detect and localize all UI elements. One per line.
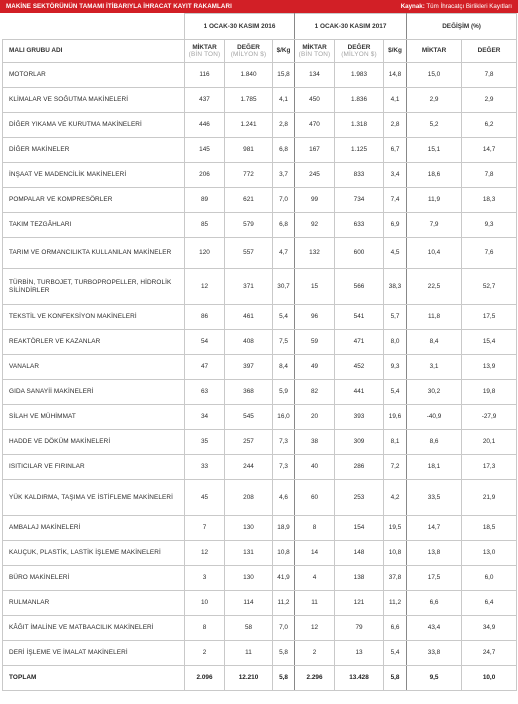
cell-change-miktar: 33,8 xyxy=(407,641,462,666)
cell-change-miktar: 3,1 xyxy=(407,355,462,380)
cell-skg-2017: 37,8 xyxy=(384,566,407,591)
deger-label: DEĞER xyxy=(237,43,260,51)
row-name: TARIM VE ORMANCILIKTA KULLANILAN MAKİNELER xyxy=(3,238,185,269)
cell-skg-2017: 10,8 xyxy=(384,541,407,566)
cell-miktar-2017: 12 xyxy=(295,616,335,641)
cell-miktar-2017: 134 xyxy=(295,63,335,88)
table-row xyxy=(3,516,517,541)
row-name: KÂĞIT İMALİNE VE MATBAACILIK MAKİNELERİ xyxy=(3,616,185,641)
cell-deger-2017: 286 xyxy=(335,455,384,480)
cell-deger-2017: 734 xyxy=(335,188,384,213)
cell-deger-2016: 257 xyxy=(225,430,273,455)
header-blank xyxy=(3,14,185,40)
cell-miktar-2016: 10 xyxy=(185,591,225,616)
table-row xyxy=(3,455,517,480)
cell-miktar-2016: 7 xyxy=(185,516,225,541)
table-body xyxy=(3,63,517,691)
cell-skg-2017: 19,6 xyxy=(384,405,407,430)
cell-skg-2016: 7,0 xyxy=(273,616,295,641)
row-name: DERİ İŞLEME VE İMALAT MAKİNELERİ xyxy=(3,641,185,666)
cell-change-miktar: 14,7 xyxy=(407,516,462,541)
cell-change-miktar: 7,9 xyxy=(407,213,462,238)
cell-deger-2017: 566 xyxy=(335,269,384,305)
cell-deger-2016: 981 xyxy=(225,138,273,163)
cell-miktar-2016: 8 xyxy=(185,616,225,641)
cell-deger-2017: 633 xyxy=(335,213,384,238)
cell-change-deger: 2,9 xyxy=(462,88,517,113)
total-miktar-2017: 2.296 xyxy=(295,666,335,691)
cell-change-deger: 6,4 xyxy=(462,591,517,616)
cell-change-deger: 20,1 xyxy=(462,430,517,455)
table-row xyxy=(3,330,517,355)
row-name: VANALAR xyxy=(3,355,185,380)
miktar-unit: (BİN TON) xyxy=(188,51,221,58)
miktar-label: MİKTAR xyxy=(192,43,217,51)
cell-skg-2016: 3,7 xyxy=(273,163,295,188)
cell-deger-2016: 58 xyxy=(225,616,273,641)
change-miktar-header: MİKTAR xyxy=(407,40,462,63)
table-title: MAKİNE SEKTÖRÜNÜN TAMAMI İTİBARIYLA İHRACAT KAYIT RAKAMLARI xyxy=(6,3,232,10)
cell-deger-2017: 148 xyxy=(335,541,384,566)
cell-skg-2017: 6,9 xyxy=(384,213,407,238)
cell-change-deger: 19,8 xyxy=(462,380,517,405)
cell-deger-2017: 1.125 xyxy=(335,138,384,163)
table-row xyxy=(3,355,517,380)
cell-miktar-2016: 33 xyxy=(185,455,225,480)
cell-skg-2016: 18,9 xyxy=(273,516,295,541)
row-name: DİĞER MAKİNELER xyxy=(3,138,185,163)
cell-change-deger: 17,5 xyxy=(462,305,517,330)
cell-deger-2016: 408 xyxy=(225,330,273,355)
table-row xyxy=(3,641,517,666)
cell-skg-2016: 4,7 xyxy=(273,238,295,269)
cell-change-miktar: 33,5 xyxy=(407,480,462,516)
total-skg-2017: 5,8 xyxy=(384,666,407,691)
cell-change-miktar: 17,5 xyxy=(407,566,462,591)
cell-deger-2016: 130 xyxy=(225,516,273,541)
cell-deger-2017: 1.983 xyxy=(335,63,384,88)
table-row xyxy=(3,188,517,213)
row-name: KAUÇUK, PLASTİK, LASTİK İŞLEME MAKİNELERİ xyxy=(3,541,185,566)
cell-skg-2017: 5,4 xyxy=(384,641,407,666)
cell-miktar-2017: 82 xyxy=(295,380,335,405)
cell-skg-2017: 9,3 xyxy=(384,355,407,380)
row-name: KLİMALAR VE SOĞUTMA MAKİNELERİ xyxy=(3,88,185,113)
cell-skg-2016: 7,0 xyxy=(273,188,295,213)
row-name: ISITICILAR VE FIRINLAR xyxy=(3,455,185,480)
cell-miktar-2017: 96 xyxy=(295,305,335,330)
change-header: DEĞİŞİM (%) xyxy=(407,14,517,40)
cell-change-miktar: 13,8 xyxy=(407,541,462,566)
export-table xyxy=(2,13,517,691)
cell-deger-2016: 545 xyxy=(225,405,273,430)
cell-miktar-2017: 167 xyxy=(295,138,335,163)
cell-change-miktar: 2,9 xyxy=(407,88,462,113)
cell-miktar-2017: 2 xyxy=(295,641,335,666)
cell-change-deger: -27,9 xyxy=(462,405,517,430)
cell-deger-2016: 1.840 xyxy=(225,63,273,88)
cell-skg-2016: 41,9 xyxy=(273,566,295,591)
table-row xyxy=(3,238,517,269)
cell-change-deger: 18,3 xyxy=(462,188,517,213)
cell-miktar-2016: 12 xyxy=(185,269,225,305)
cell-skg-2017: 14,8 xyxy=(384,63,407,88)
cell-miktar-2016: 12 xyxy=(185,541,225,566)
table-row xyxy=(3,430,517,455)
total-miktar-2016: 2.096 xyxy=(185,666,225,691)
cell-change-miktar: 10,4 xyxy=(407,238,462,269)
row-name: DİĞER YIKAMA VE KURUTMA MAKİNELERİ xyxy=(3,113,185,138)
cell-deger-2016: 772 xyxy=(225,163,273,188)
table-row xyxy=(3,405,517,430)
row-name: REAKTÖRLER VE KAZANLAR xyxy=(3,330,185,355)
table-row xyxy=(3,541,517,566)
cell-miktar-2016: 89 xyxy=(185,188,225,213)
cell-skg-2017: 5,7 xyxy=(384,305,407,330)
cell-deger-2016: 244 xyxy=(225,455,273,480)
cell-change-miktar: 15,0 xyxy=(407,63,462,88)
cell-skg-2016: 7,3 xyxy=(273,455,295,480)
cell-miktar-2016: 35 xyxy=(185,430,225,455)
cell-miktar-2017: 38 xyxy=(295,430,335,455)
cell-change-miktar: 15,1 xyxy=(407,138,462,163)
cell-skg-2017: 19,5 xyxy=(384,516,407,541)
row-name: HADDE VE DÖKÜM MAKİNELERİ xyxy=(3,430,185,455)
row-name: SİLAH VE MÜHİMMAT xyxy=(3,405,185,430)
cell-miktar-2016: 446 xyxy=(185,113,225,138)
cell-deger-2016: 368 xyxy=(225,380,273,405)
cell-deger-2016: 11 xyxy=(225,641,273,666)
cell-miktar-2017: 8 xyxy=(295,516,335,541)
cell-skg-2016: 5,8 xyxy=(273,641,295,666)
table-row xyxy=(3,63,517,88)
cell-change-miktar: -40,9 xyxy=(407,405,462,430)
source-label: Kaynak: xyxy=(400,3,425,10)
cell-change-miktar: 8,6 xyxy=(407,430,462,455)
cell-miktar-2016: 145 xyxy=(185,138,225,163)
cell-change-deger: 15,4 xyxy=(462,330,517,355)
row-name: YÜK KALDIRMA, TAŞIMA VE İSTİFLEME MAKİNELERİ xyxy=(3,480,185,516)
cell-skg-2017: 2,8 xyxy=(384,113,407,138)
table-row xyxy=(3,616,517,641)
cell-skg-2016: 6,8 xyxy=(273,213,295,238)
cell-change-miktar: 5,2 xyxy=(407,113,462,138)
cell-skg-2017: 8,1 xyxy=(384,430,407,455)
deger-2017-header xyxy=(335,40,384,63)
cell-miktar-2017: 11 xyxy=(295,591,335,616)
cell-deger-2017: 154 xyxy=(335,516,384,541)
cell-skg-2016: 8,4 xyxy=(273,355,295,380)
cell-skg-2017: 3,4 xyxy=(384,163,407,188)
deger-label: DEĞER xyxy=(347,43,371,51)
cell-deger-2017: 309 xyxy=(335,430,384,455)
cell-miktar-2017: 14 xyxy=(295,541,335,566)
cell-change-deger: 14,7 xyxy=(462,138,517,163)
deger-2016-header xyxy=(225,40,273,63)
total-deger-2016: 12.210 xyxy=(225,666,273,691)
cell-deger-2017: 471 xyxy=(335,330,384,355)
cell-miktar-2017: 60 xyxy=(295,480,335,516)
row-name: TAKIM TEZGÂHLARI xyxy=(3,213,185,238)
title-bar xyxy=(0,0,518,13)
cell-change-miktar: 18,6 xyxy=(407,163,462,188)
table-row xyxy=(3,163,517,188)
row-name: MOTORLAR xyxy=(3,63,185,88)
cell-change-deger: 13,0 xyxy=(462,541,517,566)
skg-2016-header: $/Kg xyxy=(273,40,295,63)
cell-skg-2016: 7,5 xyxy=(273,330,295,355)
cell-deger-2016: 579 xyxy=(225,213,273,238)
cell-change-miktar: 18,1 xyxy=(407,455,462,480)
cell-deger-2016: 557 xyxy=(225,238,273,269)
cell-miktar-2017: 132 xyxy=(295,238,335,269)
cell-miktar-2017: 4 xyxy=(295,566,335,591)
row-name: İNŞAAT VE MADENCİLİK MAKİNELERİ xyxy=(3,163,185,188)
cell-change-deger: 7,8 xyxy=(462,163,517,188)
row-name: AMBALAJ MAKİNELERİ xyxy=(3,516,185,541)
cell-change-deger: 6,0 xyxy=(462,566,517,591)
cell-miktar-2016: 86 xyxy=(185,305,225,330)
cell-deger-2017: 1.318 xyxy=(335,113,384,138)
group-name-header: MALI GRUBU ADI xyxy=(3,40,185,63)
cell-change-miktar: 43,4 xyxy=(407,616,462,641)
cell-deger-2017: 79 xyxy=(335,616,384,641)
cell-deger-2016: 461 xyxy=(225,305,273,330)
cell-deger-2016: 1.241 xyxy=(225,113,273,138)
deger-unit: (MİLYON $) xyxy=(341,51,377,58)
cell-skg-2016: 4,6 xyxy=(273,480,295,516)
cell-change-miktar: 11,8 xyxy=(407,305,462,330)
row-name: TEKSTİL VE KONFEKSİYON MAKİNELERİ xyxy=(3,305,185,330)
total-change-miktar: 9,5 xyxy=(407,666,462,691)
cell-change-deger: 21,9 xyxy=(462,480,517,516)
cell-skg-2017: 4,1 xyxy=(384,88,407,113)
cell-deger-2017: 393 xyxy=(335,405,384,430)
cell-skg-2016: 16,0 xyxy=(273,405,295,430)
cell-change-deger: 52,7 xyxy=(462,269,517,305)
cell-skg-2017: 7,4 xyxy=(384,188,407,213)
table-row xyxy=(3,138,517,163)
cell-skg-2017: 4,2 xyxy=(384,480,407,516)
cell-miktar-2017: 99 xyxy=(295,188,335,213)
cell-change-deger: 13,9 xyxy=(462,355,517,380)
table-row xyxy=(3,305,517,330)
cell-skg-2016: 30,7 xyxy=(273,269,295,305)
cell-change-deger: 9,3 xyxy=(462,213,517,238)
cell-deger-2017: 600 xyxy=(335,238,384,269)
cell-deger-2016: 131 xyxy=(225,541,273,566)
cell-skg-2017: 6,6 xyxy=(384,616,407,641)
row-name: TÜRBİN, TURBOJET, TURBOPROPELLER, HİDROLİK SİLİNDİRLER xyxy=(3,269,185,305)
cell-change-deger: 7,8 xyxy=(462,63,517,88)
cell-change-miktar: 22,5 xyxy=(407,269,462,305)
cell-skg-2017: 8,0 xyxy=(384,330,407,355)
cell-skg-2016: 4,1 xyxy=(273,88,295,113)
cell-skg-2016: 11,2 xyxy=(273,591,295,616)
cell-change-miktar: 8,4 xyxy=(407,330,462,355)
cell-skg-2017: 38,3 xyxy=(384,269,407,305)
cell-miktar-2017: 20 xyxy=(295,405,335,430)
table-row xyxy=(3,566,517,591)
cell-deger-2017: 138 xyxy=(335,566,384,591)
cell-skg-2016: 2,8 xyxy=(273,113,295,138)
cell-deger-2016: 130 xyxy=(225,566,273,591)
cell-deger-2016: 208 xyxy=(225,480,273,516)
header-row-columns xyxy=(3,40,517,63)
cell-change-deger: 17,3 xyxy=(462,455,517,480)
cell-change-miktar: 30,2 xyxy=(407,380,462,405)
total-label: TOPLAM xyxy=(3,666,185,691)
cell-miktar-2016: 45 xyxy=(185,480,225,516)
cell-miktar-2017: 15 xyxy=(295,269,335,305)
cell-miktar-2016: 116 xyxy=(185,63,225,88)
cell-change-deger: 18,5 xyxy=(462,516,517,541)
miktar-unit: (BİN TON) xyxy=(298,51,331,58)
cell-skg-2017: 7,2 xyxy=(384,455,407,480)
row-name: RULMANLAR xyxy=(3,591,185,616)
cell-miktar-2016: 47 xyxy=(185,355,225,380)
skg-2017-header: $/Kg xyxy=(384,40,407,63)
cell-change-deger: 34,9 xyxy=(462,616,517,641)
table-row xyxy=(3,213,517,238)
cell-miktar-2017: 49 xyxy=(295,355,335,380)
table-row xyxy=(3,113,517,138)
cell-change-miktar: 11,9 xyxy=(407,188,462,213)
cell-miktar-2016: 85 xyxy=(185,213,225,238)
deger-unit: (MİLYON $) xyxy=(230,51,267,58)
cell-deger-2016: 114 xyxy=(225,591,273,616)
table-row xyxy=(3,269,517,305)
cell-miktar-2016: 54 xyxy=(185,330,225,355)
cell-deger-2016: 621 xyxy=(225,188,273,213)
cell-deger-2016: 371 xyxy=(225,269,273,305)
cell-deger-2017: 1.836 xyxy=(335,88,384,113)
cell-miktar-2016: 120 xyxy=(185,238,225,269)
cell-skg-2016: 7,3 xyxy=(273,430,295,455)
cell-change-deger: 7,6 xyxy=(462,238,517,269)
cell-miktar-2017: 245 xyxy=(295,163,335,188)
cell-deger-2017: 541 xyxy=(335,305,384,330)
miktar-2016-header xyxy=(185,40,225,63)
cell-deger-2016: 397 xyxy=(225,355,273,380)
cell-change-deger: 6,2 xyxy=(462,113,517,138)
table-row xyxy=(3,480,517,516)
row-name: GIDA SANAYİİ MAKİNELERİ xyxy=(3,380,185,405)
cell-deger-2017: 452 xyxy=(335,355,384,380)
miktar-label: MİKTAR xyxy=(302,43,327,51)
cell-skg-2017: 5,4 xyxy=(384,380,407,405)
total-row xyxy=(3,666,517,691)
cell-skg-2016: 5,9 xyxy=(273,380,295,405)
cell-skg-2017: 4,5 xyxy=(384,238,407,269)
cell-miktar-2016: 34 xyxy=(185,405,225,430)
cell-change-miktar: 6,6 xyxy=(407,591,462,616)
change-deger-header: DEĞER xyxy=(462,40,517,63)
cell-deger-2017: 833 xyxy=(335,163,384,188)
cell-miktar-2016: 437 xyxy=(185,88,225,113)
table-row xyxy=(3,591,517,616)
cell-deger-2017: 121 xyxy=(335,591,384,616)
cell-skg-2016: 6,8 xyxy=(273,138,295,163)
cell-miktar-2017: 92 xyxy=(295,213,335,238)
cell-skg-2017: 6,7 xyxy=(384,138,407,163)
cell-skg-2016: 5,4 xyxy=(273,305,295,330)
cell-miktar-2016: 206 xyxy=(185,163,225,188)
total-change-deger: 10,0 xyxy=(462,666,517,691)
cell-skg-2017: 11,2 xyxy=(384,591,407,616)
cell-deger-2017: 253 xyxy=(335,480,384,516)
cell-miktar-2017: 450 xyxy=(295,88,335,113)
row-name: BÜRO MAKİNELERİ xyxy=(3,566,185,591)
source-text: Tüm İhracatçı Birlikleri Kayıtları xyxy=(426,3,512,10)
cell-skg-2016: 15,8 xyxy=(273,63,295,88)
cell-miktar-2016: 3 xyxy=(185,566,225,591)
cell-deger-2017: 441 xyxy=(335,380,384,405)
total-skg-2016: 5,8 xyxy=(273,666,295,691)
cell-miktar-2017: 40 xyxy=(295,455,335,480)
miktar-2017-header xyxy=(295,40,335,63)
cell-skg-2016: 10,8 xyxy=(273,541,295,566)
cell-miktar-2017: 59 xyxy=(295,330,335,355)
table-row xyxy=(3,380,517,405)
cell-deger-2017: 13 xyxy=(335,641,384,666)
period-2017-header: 1 OCAK-30 KASIM 2017 xyxy=(295,14,407,40)
cell-miktar-2017: 470 xyxy=(295,113,335,138)
row-name: POMPALAR VE KOMPRESÖRLER xyxy=(3,188,185,213)
table-row xyxy=(3,88,517,113)
cell-deger-2016: 1.785 xyxy=(225,88,273,113)
period-2016-header: 1 OCAK-30 KASIM 2016 xyxy=(185,14,295,40)
cell-miktar-2016: 63 xyxy=(185,380,225,405)
header-row-periods xyxy=(3,14,517,40)
cell-miktar-2016: 2 xyxy=(185,641,225,666)
source-note xyxy=(401,3,512,10)
total-deger-2017: 13.428 xyxy=(335,666,384,691)
cell-change-deger: 24,7 xyxy=(462,641,517,666)
